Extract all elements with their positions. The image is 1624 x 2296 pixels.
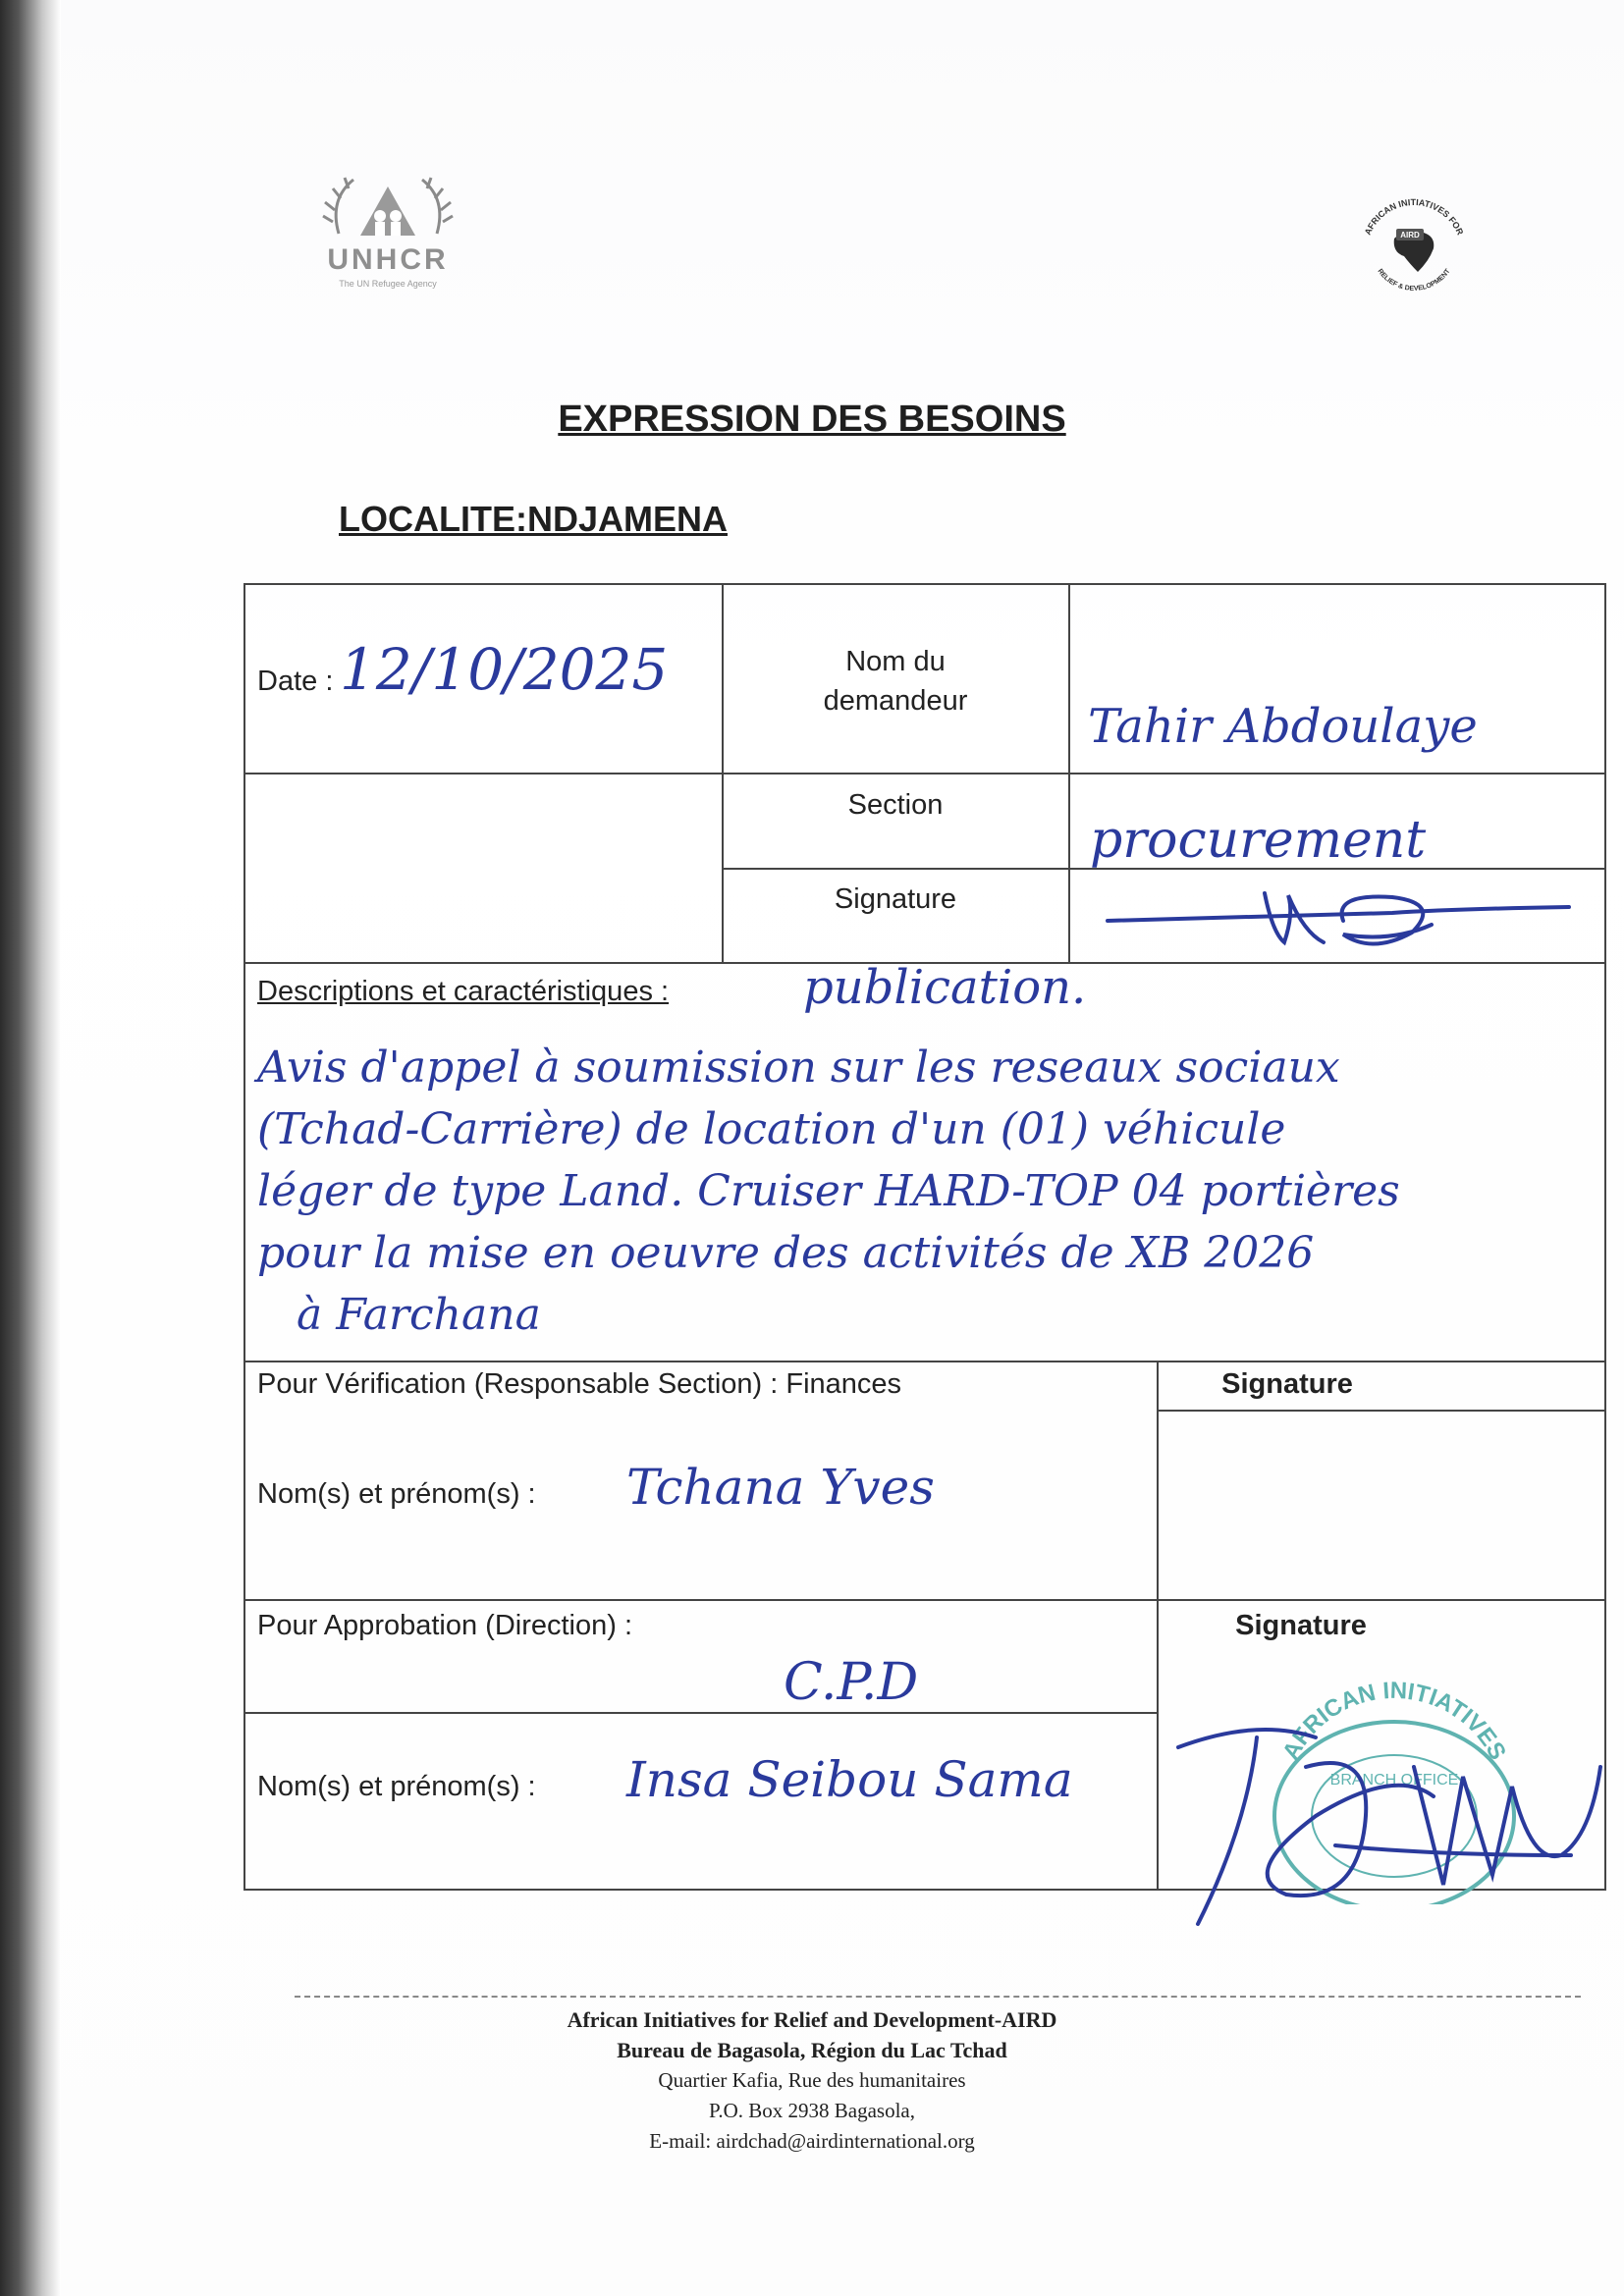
aird-arc-bottom-text: RELIEF & DEVELOPMENT xyxy=(1376,267,1452,293)
descriptions-line: à Farchana xyxy=(297,1290,541,1340)
approbation-signature-label: Signature xyxy=(1235,1610,1367,1641)
verification-name-value: Tchana Yves xyxy=(626,1459,935,1516)
approbation-role: C.P.D xyxy=(784,1653,919,1712)
footer-address xyxy=(0,2004,1624,2157)
scan-edge-shadow xyxy=(0,0,61,2296)
verification-label: Pour Vérification (Responsable Section) : Finances xyxy=(257,1368,902,1400)
form-divider-h1 xyxy=(244,773,1606,774)
verification-signature-label: Signature xyxy=(1221,1368,1353,1400)
nom-label-line1: Nom du xyxy=(845,646,946,677)
descriptions-heading: publication. xyxy=(803,960,1087,1015)
verification-name-label: Nom(s) et prénom(s) : xyxy=(257,1478,536,1510)
requester-signature xyxy=(1098,874,1589,962)
stamp-arc-text: AFRICAN INITIATIVES xyxy=(1277,1677,1511,1765)
footer-po-box: P.O. Box 2938 Bagasola, xyxy=(709,2099,915,2122)
descriptions-line: léger de type Land. Cruiser HARD-TOP 04 portières xyxy=(257,1166,1400,1216)
section-value: procurement xyxy=(1090,811,1427,870)
aird-logo xyxy=(1345,191,1483,299)
footer-street: Quartier Kafia, Rue des humanitaires xyxy=(658,2068,966,2092)
svg-text:RELIEF & DEVELOPMENT xyxy=(1376,267,1451,293)
descriptions-line: (Tchad-Carrière) de location d'un (01) véhicule xyxy=(257,1104,1286,1154)
unhcr-logo-text: UNHCR xyxy=(327,243,449,276)
nom-label-line2: demandeur xyxy=(823,685,968,717)
unhcr-logo-subtitle: The UN Refugee Agency xyxy=(339,279,437,289)
approbation-label: Pour Approbation (Direction) : xyxy=(257,1610,633,1641)
date-label: Date : xyxy=(257,666,334,697)
director-signature xyxy=(1139,1708,1620,1953)
document-title: EXPRESSION DES BESOINS xyxy=(558,399,1066,440)
unhcr-logo xyxy=(299,165,476,293)
form-border-top xyxy=(244,583,1606,585)
stamp-inner-text: BRANCH OFFICE xyxy=(1329,1772,1459,1789)
form-divider-h4 xyxy=(244,1361,1606,1362)
nom-demandeur-label xyxy=(723,642,1068,721)
footer-email: E-mail: airdchad@airdinternational.org xyxy=(649,2129,975,2153)
form-divider-h6 xyxy=(244,1599,1606,1601)
descriptions-body xyxy=(257,1037,1400,1346)
date-value: 12/10/2025 xyxy=(340,636,669,703)
approbation-name-value: Insa Seibou Sama xyxy=(626,1751,1073,1808)
footer-rule xyxy=(295,1996,1581,1998)
aird-badge: AIRD xyxy=(1400,231,1420,240)
nom-demandeur-value: Tahir Abdoulaye xyxy=(1088,699,1478,754)
footer-office: Bureau de Bagasola, Région du Lac Tchad xyxy=(617,2038,1007,2062)
signature-label: Signature xyxy=(834,883,957,915)
form-border-right xyxy=(1604,583,1606,1891)
form-divider-h7 xyxy=(244,1712,1157,1714)
form-border-left xyxy=(244,583,245,1891)
descriptions-line: Avis d'appel à soumission sur les reseaux sociaux xyxy=(257,1042,1340,1093)
footer-org-name: African Initiatives for Relief and Development-AIRD xyxy=(567,2007,1057,2032)
descriptions-line: pour la mise en oeuvre des activités de XB 2026 xyxy=(257,1228,1315,1278)
approbation-name-label: Nom(s) et prénom(s) : xyxy=(257,1771,536,1802)
section-label: Section xyxy=(847,789,944,821)
descriptions-label: Descriptions et caractéristiques : xyxy=(257,976,670,1007)
aird-arc-text: AFRICAN INITIATIVES FOR xyxy=(1362,196,1466,237)
form-divider-h5 xyxy=(1157,1410,1606,1412)
localite-heading: LOCALITE:NDJAMENA xyxy=(339,499,728,539)
